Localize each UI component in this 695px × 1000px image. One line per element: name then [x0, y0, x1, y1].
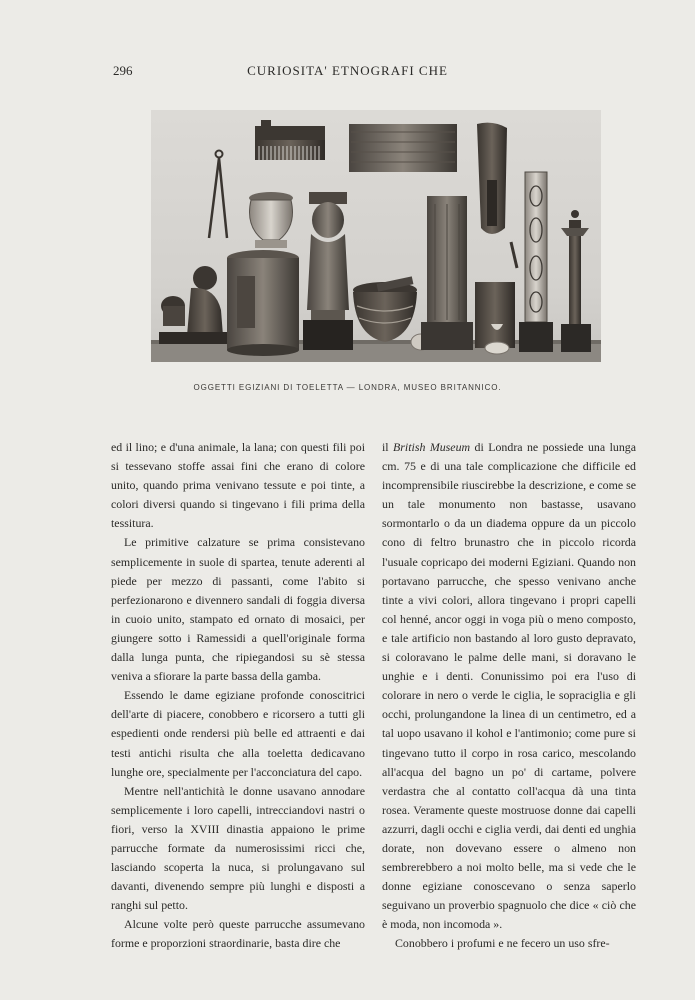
tweezers-object: [209, 151, 227, 239]
ointment-jar-object: [249, 192, 293, 248]
figure-caption: OGGETTI EGIZIANI DI TOELETTA — LONDRA, MUSEO BRITANNICO.: [193, 383, 502, 392]
photo-illustration: [151, 110, 601, 362]
kohl-pot-object: [475, 242, 517, 354]
paragraph: Le primitive calzature se prima consistevano semplicemente in suole di spartea, tenute aderenti al piede per mezzo di passanti, come l'abito si perfezionarono e divennero sandali di foggia diversa in cuoio unito, stampato ed ornato di mosaici, per giungere sotto i Ramessidi a quell'originale forma dalla lunga punta, che ripiegandosi su sè stessa veniva a sfiorare la parte bassa della gamba.: [111, 535, 365, 684]
kneeling-figure-object: [159, 266, 227, 344]
cosmetic-box-object: [227, 250, 299, 356]
page-header: [0, 63, 695, 83]
running-title: CURIOSITA' ETNOGRAFI CHE: [247, 63, 448, 78]
paragraph: Essendo le dame egiziane profonde conoscitrici dell'arte di piacere, conobbero e ricorsero a tutti gli espedienti onde rendersi più belle ed attraenti e dai testi antichi risulta che alla toeletta dedicavano lunghe ore, specialmente per l'acconciatura del capo.: [111, 688, 365, 779]
decorated-bowl-object: [353, 276, 431, 350]
museum-name-italic: British Museum: [393, 440, 471, 454]
text-column-right: [382, 438, 636, 954]
text-run: il: [382, 440, 394, 454]
comb-large-object: [349, 124, 457, 172]
kohl-tube-case-object: [421, 196, 473, 350]
spatula-object: [477, 123, 507, 234]
text-column-left: [111, 438, 365, 954]
paragraph: [382, 438, 636, 934]
text-run: di Londra ne possiede una lunga cm. 75 e di una tale complicazione che difficile ed incomprensibile riuscirebbe la descrizione, e come se un tale monumento non bastasse, usavano sormontarlo o da un diadema oppure da un piccolo cono di feltro brunastro che in piccolo ricorda l'usuale copricapo dei moderni Egiziani. Quando non portavano parrucche, che spesso venivano anche tinte a vivi colori, allora tingevano i propri capelli col henné, ancor oggi in voga più o meno composto, e tale artificio non bastando al loro gusto depravato, si coloravano le palme delle mani, si doravano le unghie e i denti. Conunissimo poi era l'uso di colorare in nero o verde le ciglia, le sopraciglia e gli occhi, prolungandone la linea di un centimetro, ed a tal uopo usavano il kohol e l'antimonio; come pure si tingevano tutto il corpo in rosa carico, mescolando all'acqua del bagno un po' di cartame, polvere verdastra che al contatto coll'acqua dà una tinta rosea. Veramente queste mostruose donne dai capelli azzurri, dagli occhi e ciglia verdi, dai denti ed unghia dorate, non dovevano essere o almeno non sembrerebbero a noi molto belle, ma si vede che le donne egiziane conoscevano o senza saperlo seguivano un proverbio spagnuolo che dice « ciò che è moda, non incomoda ».: [382, 440, 636, 932]
paragraph: Mentre nell'antichità le donne usavano annodare semplicemente i loro capelli, intrecciandovi nastri o fiori, verso la XVIII dinastia appaiono le prime parrucche formate da numerosissimi ricci che, lasciando scoperta la nuca, si prolungavano sul davanti, divenendo sempre più lunghi e disposti a ranghi sul petto.: [111, 783, 365, 913]
photo-plate-egyptian-toilet-objects: [151, 110, 601, 362]
paragraph: ed il lino; e d'una animale, la lana; con questi fili poi si tessevano stoffe assai fini che erano di colore unito, quando prima venivano tessute e poi tinte, a colori diversi quando si tingevano i fili prima della tessitura.: [111, 440, 365, 531]
inscribed-stick-object: [519, 172, 553, 352]
page-number: 296: [113, 63, 133, 78]
paragraph: Alcune volte però queste parrucche assumevano forme e proporzioni straordinarie, basta dire che: [111, 917, 365, 951]
paragraph: Conobbero i profumi e ne fecero un uso sfre-: [395, 936, 610, 951]
kohl-stick-object: [561, 210, 591, 352]
comb-small-object: [255, 120, 325, 160]
bes-figure-object: [303, 192, 353, 350]
